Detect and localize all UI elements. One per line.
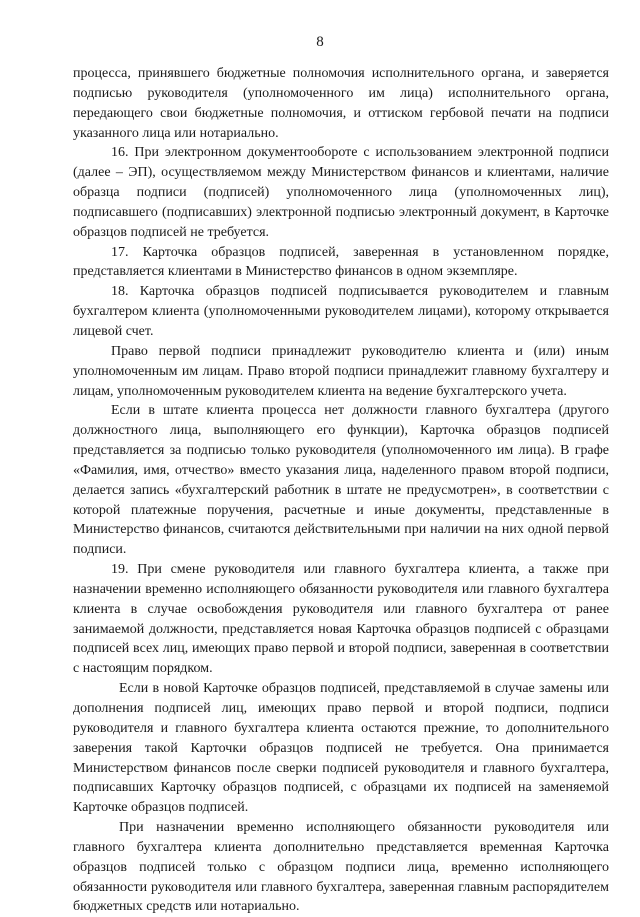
paragraph-no-chief-accountant: Если в штате клиента процесса нет должности главного бухгалтера (другого должностного лица, выполняющего его функции), Карточка образцов подписей представляется за подписью только руководителя (уполномоченного им лица). В графе «Фамилия, имя, отчество» вместо указания лица, наделенного правом второй подписи, делается запись «бухгалтерский работник в штате не предусмотрен», в соответствии с которой платежные поручения, расчетные и иные документы, представленные в Министерство финансов, считаются действительными при наличии на них одной первой подписи. <box>73 403 609 558</box>
paragraph-item-16: 16. При электронном документообороте с использованием электронной подписи (далее – ЭП), осуществляемом между Министерством финансов и клиентами, наличие образца подписи (подписей) уполномоченного лица (уполномоченных лиц), подписавшего (подписавших) электронной подписью электронный документ, в Карточке образцов подписей не требуется. <box>73 145 609 240</box>
paragraph-replacement-card: Если в новой Карточке образцов подписей, представляемой в случае замены или дополнения подписей лиц, имеющих право первой и второй подписи, подписи руководителя и главного бухгалтера клиента остаются прежние, то дополнительного заверения такой Карточки образцов подписей не требуется. Она принимается Министерством финансов после сверки подписей руководителя и главного бухгалтера, подписавших Карточку образцов подписей, с образцами их подписей на заменяемой Карточке образцов подписей. <box>73 681 609 816</box>
page-number: 8 <box>316 34 324 50</box>
paragraph-continuation: процесса, принявшего бюджетные полномочия исполнительного органа, и заверяется подписью руководителя (уполномоченного им лица) исполнительного органа, передающего свои бюджетные полномочия, и оттиском гербовой печати на подписи указанного лица или нотариально. <box>73 66 609 141</box>
paragraph-item-18: 18. Карточка образцов подписей подписывается руководителем и главным бухгалтером клиента (уполномоченными руководителем лицами), которому открывается лицевой счет. <box>73 284 609 339</box>
paragraph-temporary-card: При назначении временно исполняющего обязанности руководителя или главного бухгалтера клиента дополнительно представляется временная Карточка образцов подписей только с образцом подписи лица, временно исполняющего обязанности руководителя или главного бухгалтера, заверенная главным распорядителем бюджетных средств или нотариально. <box>73 820 609 915</box>
paragraph-signature-rights: Право первой подписи принадлежит руководителю клиента и (или) иным уполномоченным им лицам. Право второй подписи принадлежит главному бухгалтеру и лицам, уполномоченным руководителем клиента на ведение бухгалтерского учета. <box>73 343 609 399</box>
paragraph-item-19: 19. При смене руководителя или главного бухгалтера клиента, а также при назначении временно исполняющего обязанности руководителя или главного бухгалтера клиента в случае освобождения руководителя или главного бухгалтера от ранее занимаемой должности, представляется новая Карточка образцов подписей с образцами подписей всех лиц, имеющих право первой и второй подписи, заверенная в соответствии с настоящим порядком. <box>73 562 609 677</box>
document-body <box>73 64 609 917</box>
paragraph-item-17: 17. Карточка образцов подписей, заверенная в установленном порядке, представляется клиентами в Министерство финансов в одном экземпляре. <box>73 244 609 280</box>
